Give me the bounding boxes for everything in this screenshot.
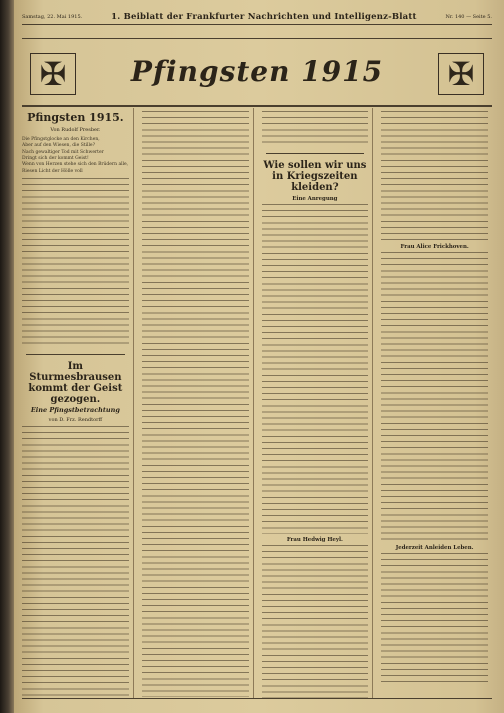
section-title: Wie sollen wir uns in Kriegszeiten kleiden? [263, 160, 367, 193]
iron-cross-left-icon: ✠ [30, 53, 76, 95]
article-title: Im Sturmesbrausen kommt der Geist gezogen. [28, 360, 123, 405]
poem-line: Riesen Licht der Hölle voll [22, 168, 83, 174]
text-lines-3 [381, 553, 488, 683]
text-lines [381, 111, 488, 241]
section-text-lines-2 [262, 545, 369, 698]
column-2 [142, 108, 254, 698]
subhead-leben: Jederzeit Anleiden Leben. [395, 545, 474, 551]
divider [26, 354, 125, 355]
masthead-title: Pfingsten 1915 [130, 55, 384, 88]
article-text-lines [22, 426, 129, 698]
page-header [22, 10, 492, 25]
header-date: Samstag, 22. Mai 1915. [22, 14, 83, 20]
section-text-lines [262, 204, 369, 534]
poem-text-lines [22, 178, 129, 348]
text-lines-2 [381, 252, 488, 542]
header-page-number: Nr. 140 — Seite 5. [445, 14, 492, 20]
poem-line: Wenn von Herzen stehe sich den Brüdern alle, [22, 162, 129, 168]
subhead-frickhoven: Frau Alice Frickhoven. [400, 244, 469, 250]
text-lines [262, 111, 369, 147]
article-subtitle: Eine Pfingstbetrachtung [30, 405, 120, 414]
divider [266, 153, 365, 154]
masthead [22, 38, 492, 107]
iron-cross-right-icon: ✠ [438, 53, 484, 95]
poem-line: Die Pfingstglocke an den Kirchen, [22, 137, 100, 143]
poem-line: Aber auf den Wiesen, die Stille? [22, 143, 96, 149]
column-3 [262, 108, 374, 698]
column-4 [381, 108, 492, 698]
header-title: 1. Beiblatt der Frankfurter Nachrichten und Intelligenz-Blatt [111, 12, 417, 22]
subhead-heyl: Frau Hedwig Heyl. [286, 537, 343, 543]
article-continued-text-lines [142, 111, 249, 697]
book-binding [0, 0, 14, 713]
article-byline: von D. Frz. Rendtorff [48, 417, 103, 424]
poem-author: Von Rudolf Presber. [50, 127, 101, 134]
poem-line: Nach gewaltiger Tod mit Schwerter [22, 149, 104, 155]
column-1 [22, 108, 134, 698]
poem-title: Pfingsten 1915. [27, 111, 124, 124]
poem-body [22, 137, 129, 175]
article-columns [22, 108, 492, 698]
section-subtitle: Eine Anregung [292, 196, 338, 202]
bottom-rule [22, 698, 492, 699]
poem-line: Dringt sich der kommt Geist! [22, 155, 89, 161]
